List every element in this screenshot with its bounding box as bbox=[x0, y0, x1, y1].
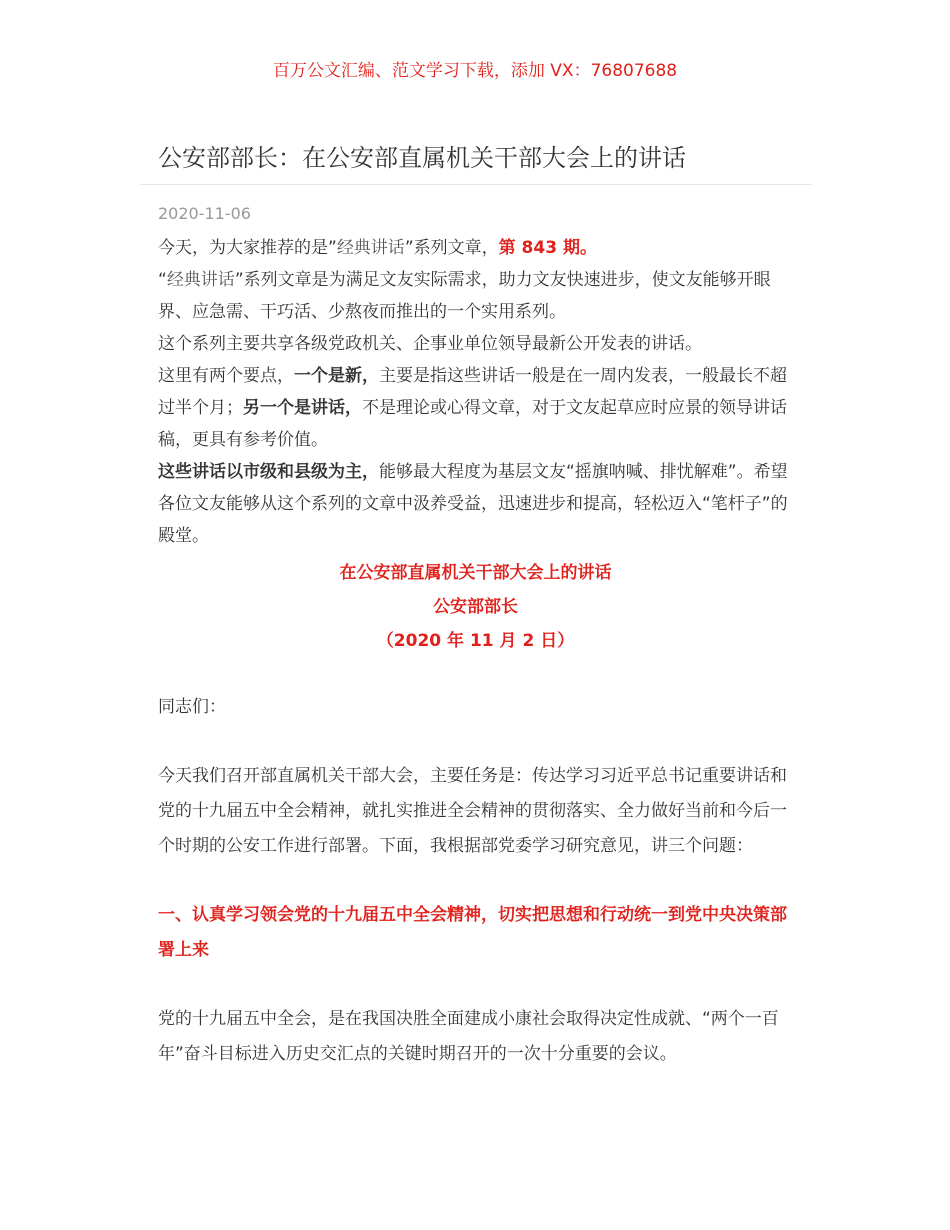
intro-paragraph: 这个系列主要共享各级党政机关、企事业单位领导最新公开发表的讲话。 bbox=[158, 334, 702, 354]
speech-paragraph: 党的十九届五中全会，是在我国决胜全面建成小康社会取得决定性成就、“两个一百年”奋斗目标进入历史交汇点的关键时期召开的一次十分重要的会议。 bbox=[158, 1009, 779, 1064]
intro-paragraph: 这里有两个要点，一个是新，主要是指这些讲话一般是在一周内发表，一般最长不超过半个月；另一个是讲话，不是理论或心得文章，对于文友起草应时应景的领导讲话稿，更具有参考价值。 bbox=[158, 366, 787, 450]
article-body bbox=[158, 232, 793, 1072]
speech-speaker: 公安部部长 bbox=[433, 597, 518, 617]
promo-banner: 百万公文汇编、范文学习下载，添加 VX：76807688 bbox=[272, 61, 678, 81]
issue-number: 第 843 期。 bbox=[498, 238, 597, 258]
speech-paragraph: 今天我们召开部直属机关干部大会，主要任务是：传达学习习近平总书记重要讲话和党的十九届五中全会精神，就扎实推进全会精神的贯彻落实、全力做好当前和今后一个时期的公安工作进行部署。下面，我根据部党委学习研究意见，讲三个问题： bbox=[158, 766, 787, 856]
article-title: 公安部部长：在公安部直属机关干部大会上的讲话 bbox=[158, 144, 686, 172]
intro-paragraph: “经典讲话”系列文章是为满足文友实际需求，助力文友快速进步，使文友能够开眼界、应急需、干巧活、少熬夜而推出的一个实用系列。 bbox=[158, 270, 771, 322]
title-divider bbox=[140, 184, 812, 185]
speech-heading: 在公安部直属机关干部大会上的讲话 bbox=[339, 563, 612, 583]
intro-paragraph: 这些讲话以市级和县级为主，能够最大程度为基层文友“摇旗呐喊、排忧解难”。希望各位文友能够从这个系列的文章中汲养受益，迅速进步和提高，轻松迈入“笔杆子”的殿堂。 bbox=[158, 462, 788, 546]
intro-paragraph: 今天，为大家推荐的是”经典讲话”系列文章，第 843 期。 bbox=[158, 238, 597, 258]
speech-header bbox=[158, 556, 793, 658]
series-name: 经典讲话 bbox=[166, 270, 235, 290]
article-date: 2020-11-06 bbox=[158, 204, 251, 223]
series-name: 经典讲话 bbox=[336, 238, 405, 258]
section-heading: 一、认真学习领会党的十九届五中全会精神，切实把思想和行动统一到党中央决策部署上来 bbox=[158, 905, 787, 960]
salutation: 同志们： bbox=[158, 697, 226, 717]
speech-date: （2020 年 11 月 2 日） bbox=[376, 631, 575, 651]
series-intro bbox=[158, 232, 793, 552]
